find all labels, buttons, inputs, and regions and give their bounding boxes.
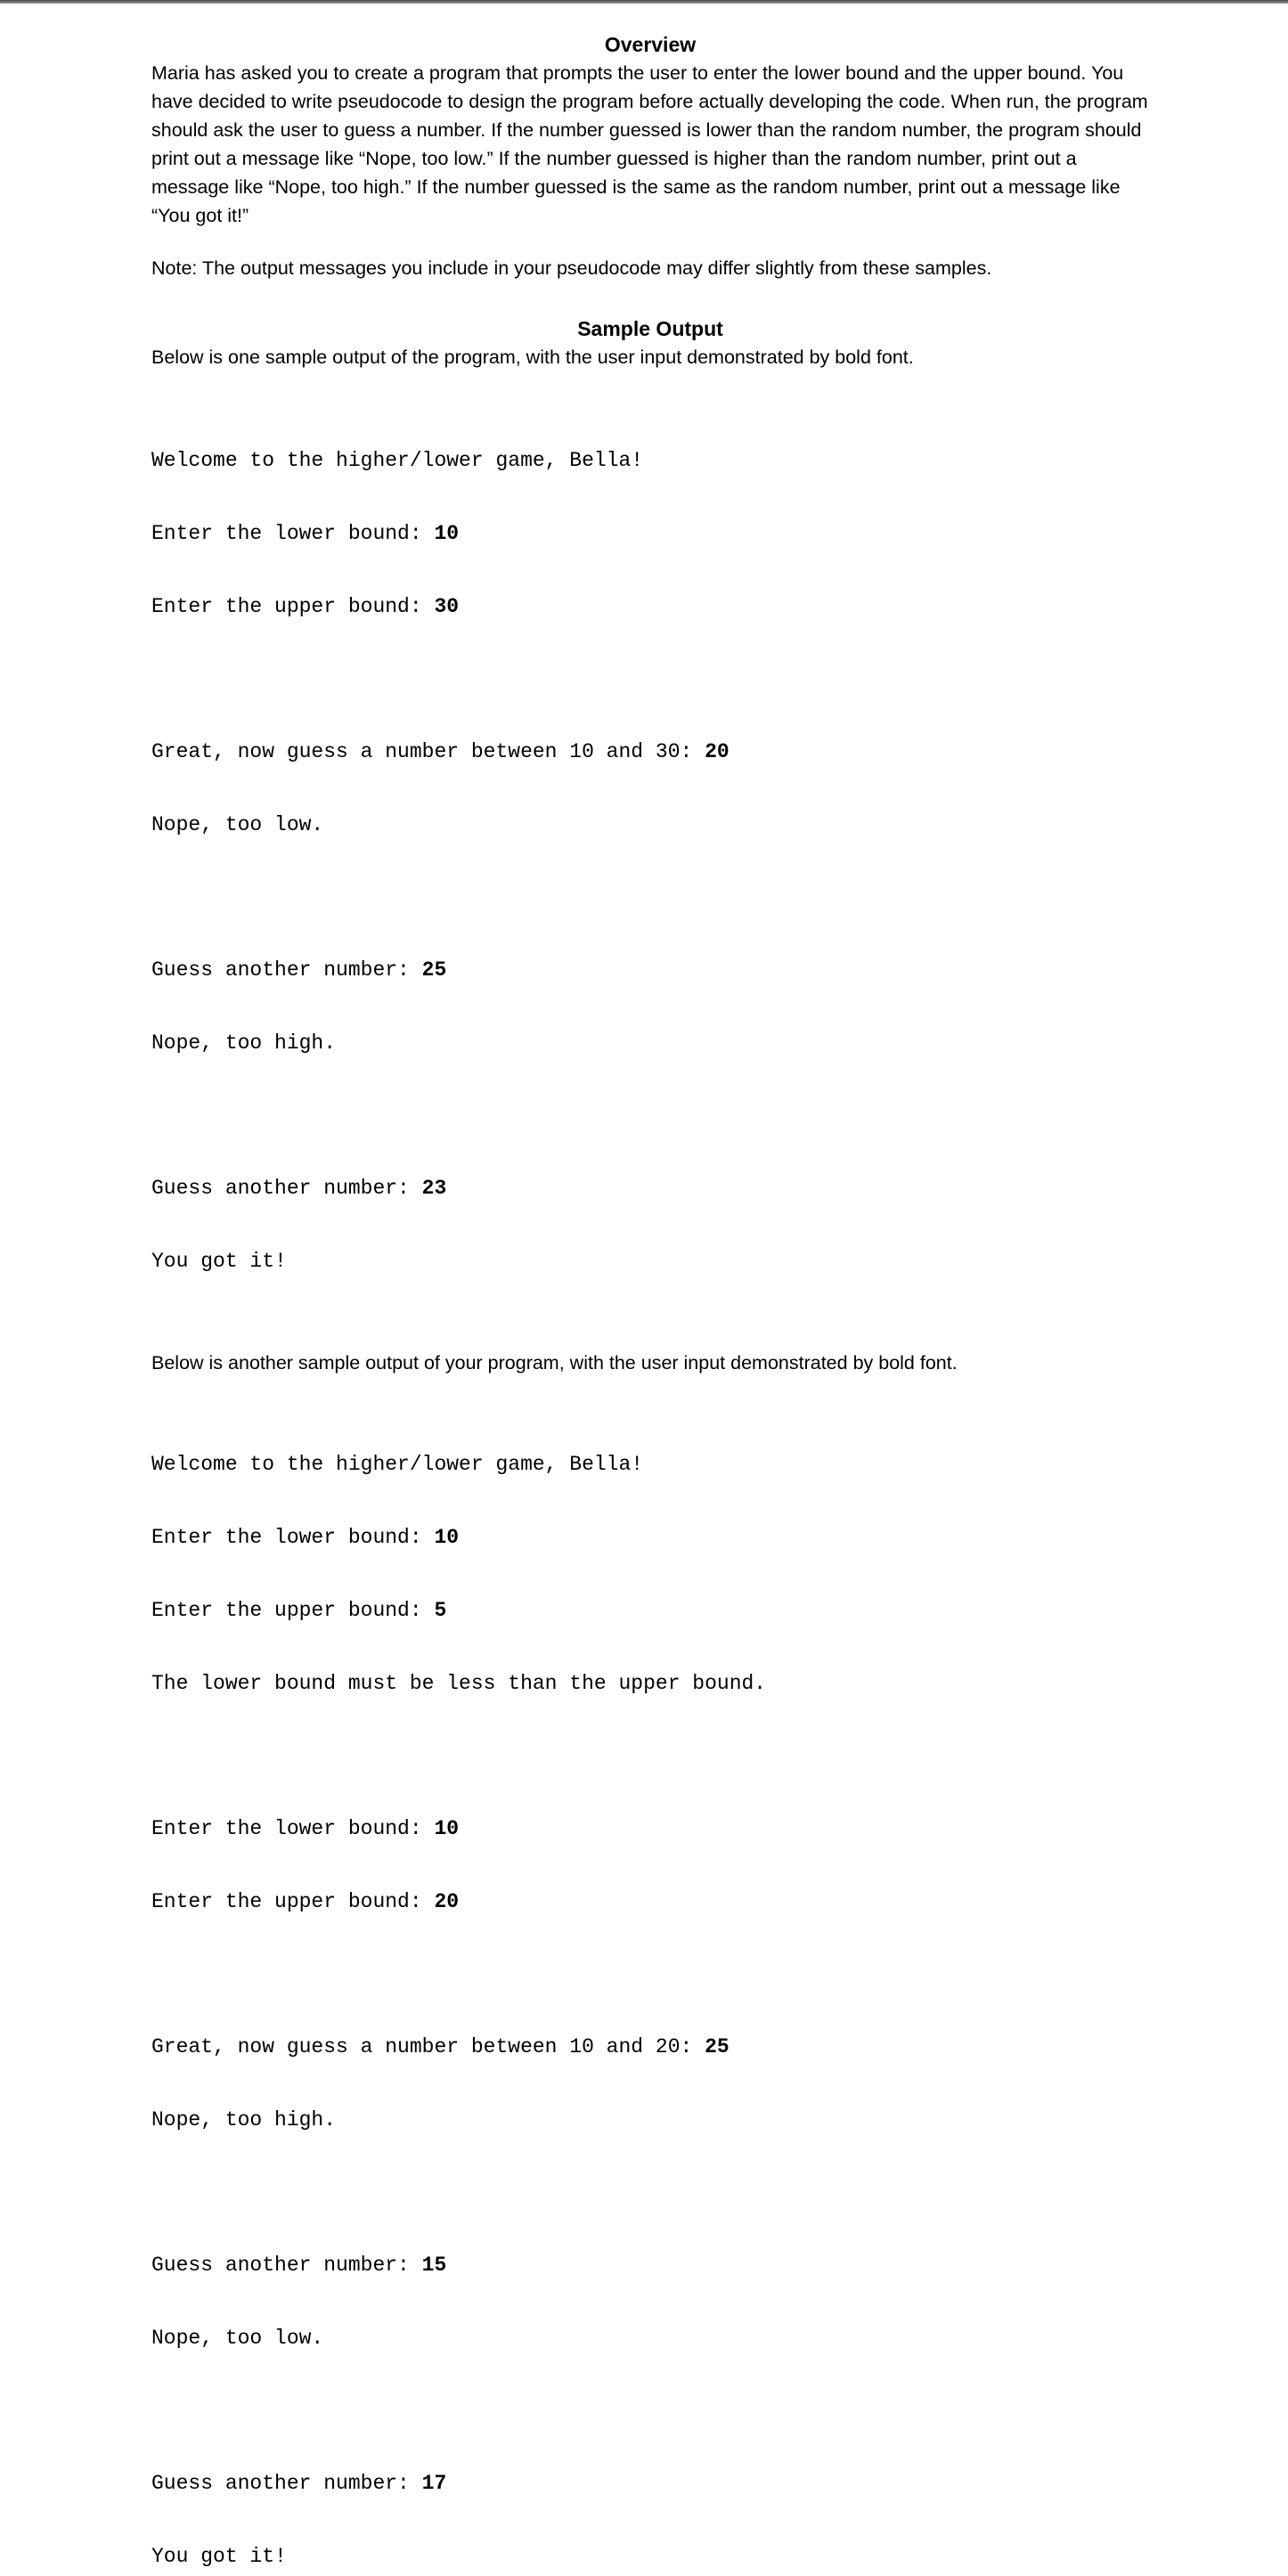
prompt-text: Great, now guess a number between 10 and 20: <box>151 2035 705 2058</box>
code-line <box>151 1175 1149 1202</box>
code-line <box>151 2252 1149 2278</box>
prompt-text: Enter the lower bound: <box>151 1526 435 1549</box>
prompt-text: Guess another number: <box>151 1177 422 1200</box>
overview-note: Note: The output messages you include in your pseudocode may differ slightly from these samples. <box>151 257 992 279</box>
code-line <box>151 2325 1149 2352</box>
code-line <box>151 1524 1149 1551</box>
prompt-text: Guess another number: <box>151 2472 422 2495</box>
user-input: 10 <box>434 522 460 545</box>
code-line <box>151 1451 1149 1478</box>
result-text: Nope, too low. <box>151 2327 324 2350</box>
code-line <box>151 1888 1149 1915</box>
welcome-text: Welcome to the higher/lower game, Bella! <box>151 449 644 472</box>
code-line <box>151 2107 1149 2133</box>
line-gap <box>151 2180 1149 2205</box>
result-text: You got it! <box>151 2545 287 2568</box>
user-input: 20 <box>705 740 730 763</box>
prompt-text: Enter the lower bound: <box>151 1817 435 1840</box>
result-text: Nope, too low. <box>151 813 324 836</box>
line-gap <box>151 1743 1149 1769</box>
sample-intro-2: Below is another sample output of your program, with the user input demonstrated by bold font. <box>151 1352 958 1374</box>
code-line <box>151 2034 1149 2060</box>
code-line <box>151 2543 1149 2570</box>
code-line <box>151 957 1149 983</box>
prompt-text: Enter the upper bound: <box>151 1599 435 1622</box>
user-input: 15 <box>421 2254 447 2277</box>
code-line <box>151 1030 1149 1056</box>
line-gap <box>151 884 1149 910</box>
sample-intro-1: Below is one sample output of the program, with the user input demonstrated by bold font. <box>151 346 914 368</box>
prompt-text: Great, now guess a number between 10 and 30: <box>151 740 705 763</box>
user-input: 25 <box>705 2035 730 2058</box>
code-line <box>151 1248 1149 1275</box>
line-gap <box>151 1961 1149 1987</box>
line-gap <box>151 2398 1149 2424</box>
user-input: 30 <box>434 595 460 618</box>
prompt-text: Enter the upper bound: <box>151 595 435 618</box>
user-input: 23 <box>421 1177 447 1200</box>
error-text: The lower bound must be less than the upper bound. <box>151 1672 767 1695</box>
code-line <box>151 738 1149 765</box>
prompt-text: Enter the lower bound: <box>151 522 435 545</box>
prompt-text: Guess another number: <box>151 2254 422 2277</box>
sample-output-1 <box>151 401 1149 1321</box>
sample-output-2 <box>151 1405 1149 2576</box>
user-input: 20 <box>434 1890 460 1913</box>
user-input: 17 <box>421 2472 447 2495</box>
user-input: 10 <box>434 1817 460 1840</box>
result-text: Nope, too high. <box>151 2108 337 2132</box>
code-line <box>151 447 1149 474</box>
prompt-text: Guess another number: <box>151 958 422 982</box>
user-input: 5 <box>434 1599 447 1622</box>
code-line <box>151 520 1149 547</box>
welcome-text: Welcome to the higher/lower game, Bella! <box>151 1453 644 1476</box>
result-text: You got it! <box>151 1250 287 1273</box>
line-gap <box>151 666 1149 692</box>
user-input: 10 <box>434 1526 460 1549</box>
result-text: Nope, too high. <box>151 1031 337 1055</box>
overview-paragraph: Maria has asked you to create a program that prompts the user to enter the lower bound and the upper bound. You have decided to write pseudocode to design the program before actually developing the code. When run, the program should ask the user to guess a number. If the number guessed is lower than the random number, the program should print out a message like “Nope, too low.” If the number guessed is higher than the random number, print out a message like “Nope, too high.” If the number guessed is the same as the random number, print out a message like “You got it!” <box>151 62 1148 226</box>
line-gap <box>151 1103 1149 1129</box>
code-line <box>151 1597 1149 1624</box>
overview-heading: Overview <box>604 33 697 56</box>
prompt-text: Enter the upper bound: <box>151 1890 435 1913</box>
sample-output-heading: Sample Output <box>577 317 723 340</box>
user-input: 25 <box>421 958 447 982</box>
code-line <box>151 2470 1149 2497</box>
document-page <box>151 30 1149 2576</box>
top-border <box>0 0 1288 4</box>
code-line <box>151 1815 1149 1842</box>
code-line <box>151 811 1149 838</box>
code-line <box>151 1670 1149 1697</box>
code-line <box>151 593 1149 620</box>
